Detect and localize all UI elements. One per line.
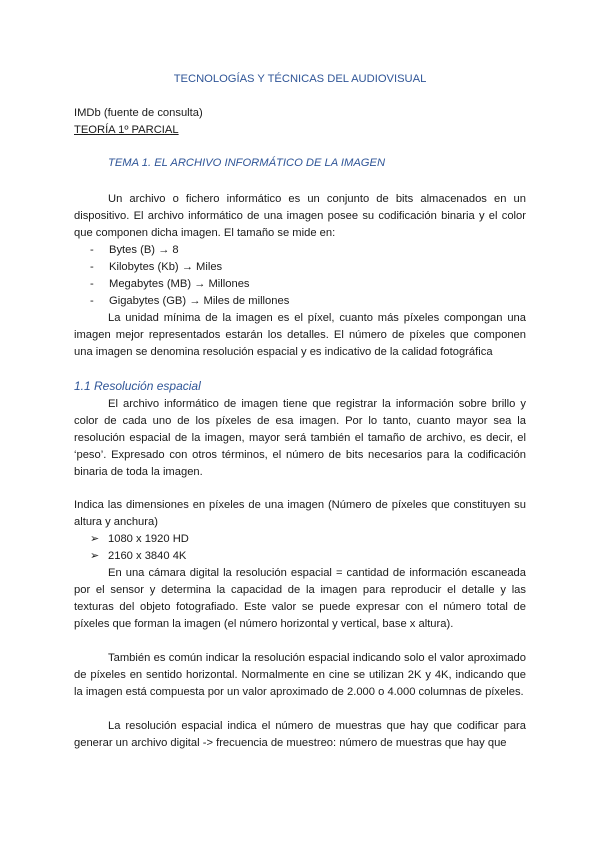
sampling-text: La resolución espacial indica el número de muestras que hay que codificar para generar un archivo digital -> frecuencia de muestreo: número de muestras que hay que bbox=[74, 720, 526, 749]
dimensions-paragraph bbox=[74, 497, 526, 531]
list-item bbox=[90, 293, 289, 310]
list-item-text: Kilobytes (Kb) → Miles bbox=[109, 261, 223, 273]
list-item-text: Megabytes (MB) → Millones bbox=[109, 278, 250, 290]
arrowhead-bullet-icon: ➢ bbox=[90, 550, 100, 562]
source-note: IMDb (fuente de consulta) bbox=[74, 107, 203, 119]
list-item-text: Bytes (B) → 8 bbox=[109, 244, 179, 256]
dash-marker: - bbox=[90, 295, 94, 307]
section-title: 1.1 Resolución espacial bbox=[74, 379, 201, 393]
dash-marker: - bbox=[90, 261, 94, 273]
intro-text: Un archivo o fichero informático es un conjunto de bits almacenados en un dispositivo. El archivo informático de una imagen posee su codificación binaria y el color que componen dicha imagen. El tamaño se mide en: bbox=[74, 193, 526, 239]
dimensions-text: Indica las dimensiones en píxeles de una imagen (Número de píxeles que constituyen su altura y anchura) bbox=[74, 499, 526, 528]
list-item-text: 2160 x 3840 4K bbox=[108, 550, 187, 562]
arrowhead-bullet-icon: ➢ bbox=[90, 533, 100, 545]
horizontal-paragraph bbox=[74, 650, 526, 701]
pixel-text: La unidad mínima de la imagen es el píxel, cuanto más píxeles compongan una imagen mejor representados estarán los detalles. El número de píxeles que componen una imagen se denomina resolución espacial y es indicativo de la calidad fotográfica bbox=[74, 312, 526, 358]
pixel-paragraph bbox=[74, 310, 526, 361]
intro-paragraph bbox=[74, 191, 526, 242]
camera-paragraph bbox=[74, 565, 526, 633]
list-item bbox=[90, 531, 189, 548]
list-item bbox=[90, 548, 189, 565]
horizontal-text: También es común indicar la resolución espacial indicando solo el valor aproximado de píxeles en sentido horizontal. Normalmente en cine se utilizan 2K y 4K, indicando que la imagen está compuesta por un valor aproximado de 2.000 o 4.000 columnas de píxeles. bbox=[74, 652, 526, 698]
sampling-paragraph bbox=[74, 718, 526, 752]
section-paragraph bbox=[74, 396, 526, 481]
exam-label: TEORÍA 1º PARCIAL bbox=[74, 124, 179, 136]
list-item bbox=[90, 259, 289, 276]
dash-marker: - bbox=[90, 278, 94, 290]
list-item bbox=[90, 276, 289, 293]
camera-text: En una cámara digital la resolución espacial = cantidad de información escaneada por el sensor y determina la capacidad de la imagen para reproducir el detalle y las texturas del objeto fotografiado. Este valor se puede expresar con el número total de píxeles que forman la imagen (el número horizontal y vertical, base x altura). bbox=[74, 567, 526, 630]
list-item-text: 1080 x 1920 HD bbox=[108, 533, 189, 545]
list-item-text: Gigabytes (GB) → Miles de millones bbox=[109, 295, 290, 307]
document-title: TECNOLOGÍAS Y TÉCNICAS DEL AUDIOVISUAL bbox=[173, 73, 427, 85]
list-item bbox=[90, 242, 289, 259]
topic-title: TEMA 1. EL ARCHIVO INFORMÁTICO DE LA IMAGEN bbox=[108, 157, 386, 169]
dash-marker: - bbox=[90, 244, 94, 256]
size-units-list bbox=[90, 242, 289, 310]
dimension-examples-list bbox=[90, 531, 189, 565]
section-text: El archivo informático de imagen tiene que registrar la información sobre brillo y color de cada uno de los píxeles de esa imagen. Por lo tanto, cuanto mayor sea la resolución espacial de la imagen, mayor será también el tamaño de archivo, es decir, el ‘peso’. Expresado con otros términos, el número de bits necesarios para la codificación binaria de toda la imagen. bbox=[74, 398, 526, 478]
